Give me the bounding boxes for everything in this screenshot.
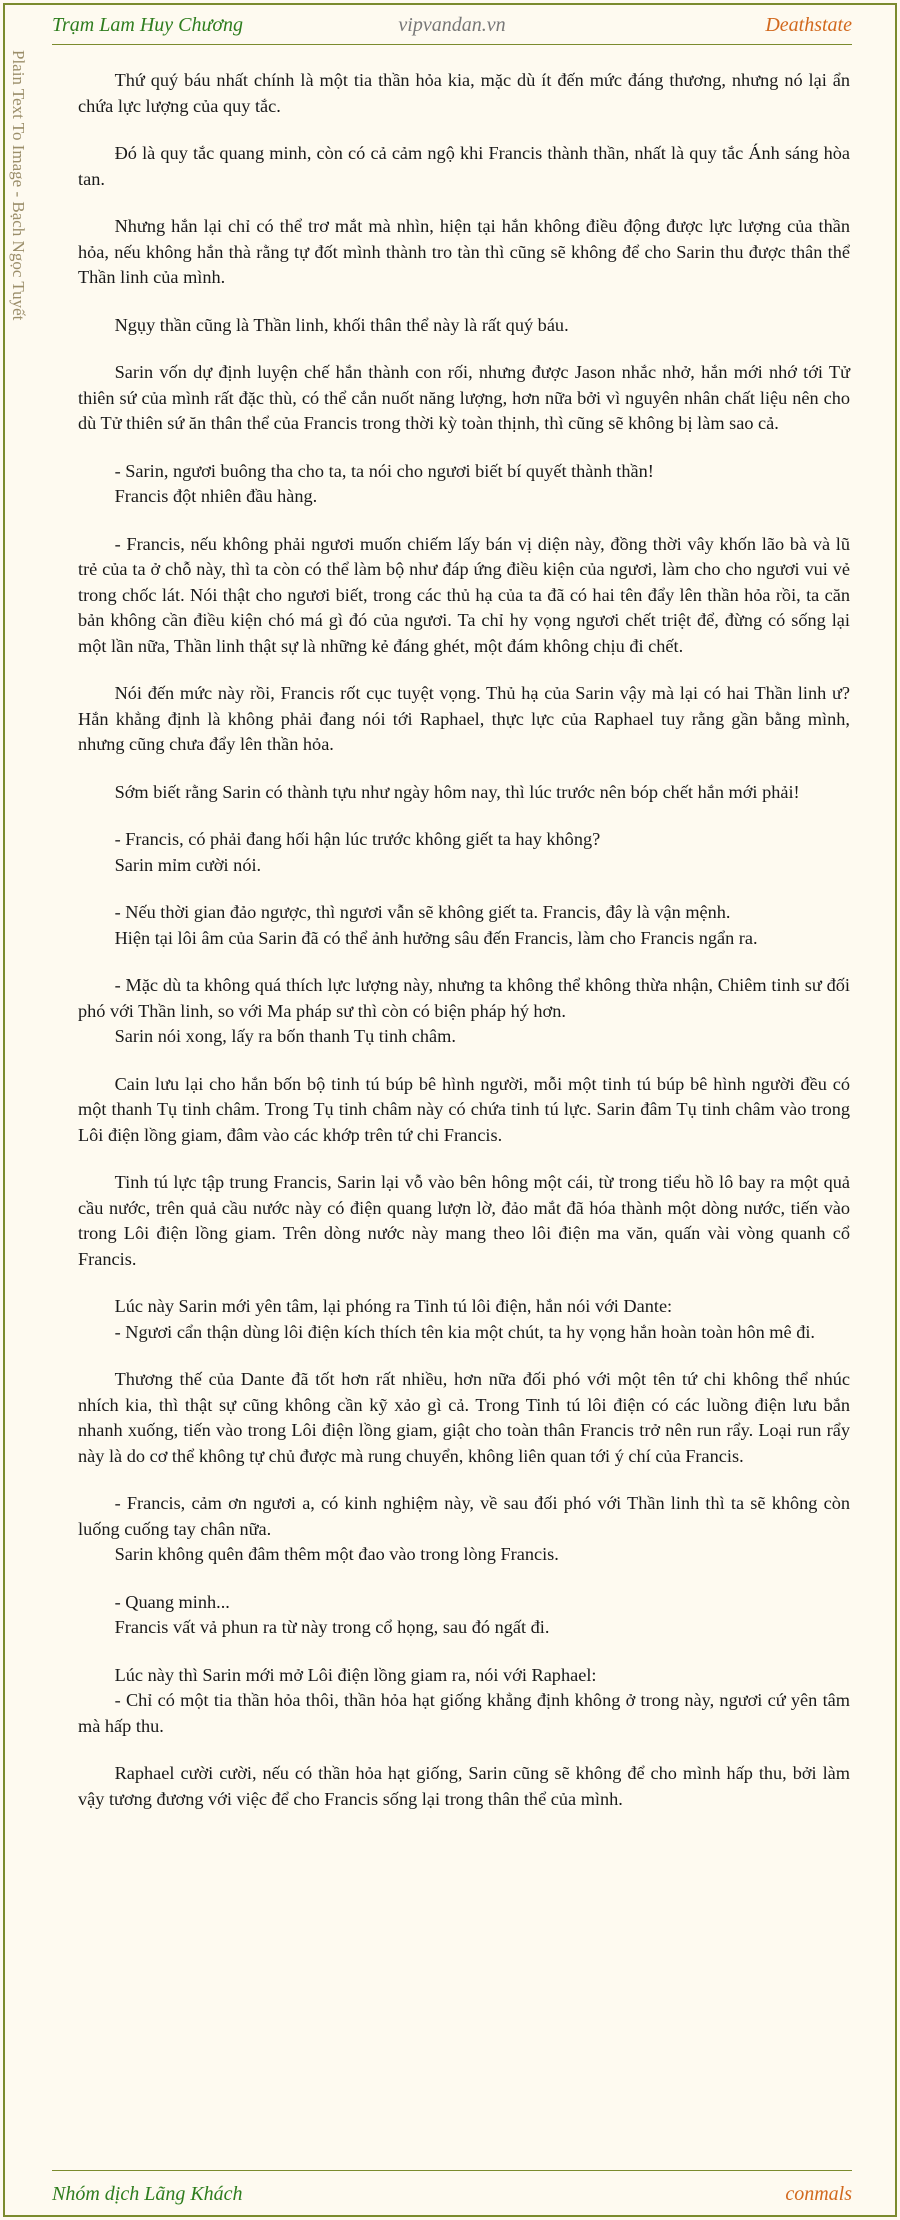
paragraph [78, 313, 850, 339]
paragraph [78, 1294, 850, 1345]
footer-source: conmals [785, 2183, 852, 2205]
header-translator: Trạm Lam Huy Chương [52, 14, 244, 36]
paragraph-line: - Nếu thời gian đảo ngược, thì ngươi vẫn sẽ không giết ta. Francis, đây là vận mệnh. [114, 902, 731, 922]
paragraph-line: - Mặc dù ta không quá thích lực lượng này, nhưng ta không thể không thừa nhận, Chiêm tinh sư đối phó với Thần linh, so với Ma pháp sư thì còn có biện pháp hý hơn. [78, 975, 850, 1021]
side-watermark-text: Plain Text To Image - Bạch Ngọc Tuyết [9, 50, 28, 321]
paragraph [78, 459, 850, 510]
paragraph [78, 141, 850, 192]
paragraph-line: Francis đột nhiên đầu hàng. [114, 486, 318, 506]
paragraph [78, 214, 850, 291]
paragraph-line: Sarin nói xong, lấy ra bốn thanh Tụ tinh châm. [114, 1026, 456, 1046]
paragraph [78, 900, 850, 951]
paragraph-line: Nhưng hắn lại chỉ có thể trơ mắt mà nhìn, hiện tại hắn không điều động được lực lượng của thần hỏa, nếu không hắn thà rằng tự đốt mình thành tro tàn thì cũng sẽ không để cho Sarin thu được thân thể Thần linh của mình. [78, 216, 850, 287]
footer-group: Nhóm dịch Lãng Khách [52, 2183, 243, 2205]
paragraph-line: - Francis, có phải đang hối hận lúc trước không giết ta hay không? [114, 829, 601, 849]
paragraph-line: Tinh tú lực tập trung Francis, Sarin lại vỗ vào bên hông một cái, từ trong tiểu hồ lô bay ra một quả cầu nước, trên quả cầu nước này có điện quang lượn lờ, đảo mắt đã hóa thành một dòng nước, tiến vào trong Lôi điện lồng giam. Trên dòng nước này mang theo lôi điện ma văn, quấn vài vòng quanh cổ Francis. [78, 1172, 850, 1269]
header-site: vipvandan.vn [398, 14, 506, 36]
paragraph-line: Lúc này Sarin mới yên tâm, lại phóng ra Tinh tú lôi điện, hắn nói với Dante: [114, 1296, 673, 1316]
paragraph-line: Đó là quy tắc quang minh, còn có cả cảm ngộ khi Francis thành thần, nhất là quy tắc Ánh sáng hòa tan. [78, 143, 850, 189]
paragraph-line: Thương thế của Dante đã tốt hơn rất nhiều, hơn nữa đối phó với một tên tứ chi không thể nhúc nhích kia, thì thật sự cũng không cần kỹ xảo gì cả. Trong Tinh tú lôi điện có các luồng điện lưu bắn nhanh xuống, tiến vào trong Lôi điện lồng giam, giật cho toàn thân Francis trở nên run rẩy. Loại run rẩy này là do cơ thể không tự chủ được mà rung chuyển, không liên quan tới ý chí của Francis. [78, 1369, 850, 1466]
paragraph-line: Sớm biết rằng Sarin có thành tựu như ngày hôm nay, thì lúc trước nên bóp chết hắn mới phải! [114, 781, 800, 802]
paragraph-line: Raphael cười cười, nếu có thần hỏa hạt giống, Sarin cũng sẽ không để cho mình hấp thu, bởi làm vậy tương đương với việc để cho Francis sống lại trong thân thể của mình. [78, 1763, 850, 1809]
paragraph-line: - Francis, cảm ơn ngươi a, có kinh nghiệm này, về sau đối phó với Thần linh thì ta sẽ không còn luống cuống tay chân nữa. [78, 1493, 850, 1539]
paragraph-line: Sarin không quên đâm thêm một đao vào trong lòng Francis. [114, 1544, 559, 1564]
paragraph-line: Francis vất vả phun ra từ này trong cổ họng, sau đó ngất đi. [114, 1617, 550, 1637]
paragraph [78, 1072, 850, 1149]
paragraph-line: Thứ quý báu nhất chính là một tia thần hỏa kia, mặc dù ít đến mức đáng thương, nhưng nó lại ẩn chứa lực lượng của quy tắc. [78, 70, 850, 116]
page-header [52, 10, 852, 45]
paragraph [78, 68, 850, 119]
paragraph-line: - Francis, nếu không phải ngươi muốn chiếm lấy bán vị diện này, đồng thời vây khốn lão bà và lũ trẻ của ta ở chỗ này, thì ta còn có thể làm bộ như đáp ứng điều kiện của ngươi, làm cho cho ngươi vui vẻ trong chốc lát. Nói thật cho ngươi biết, trong các thủ hạ của ta đã có hai tên đẩy lên thần hỏa rồi, ta căn bản không cần điều kiện chó má gì đó của ngươi. Ta chỉ hy vọng ngươi chết triệt để, đừng có sống lại một lần nữa, Thần linh thật sự là những kẻ đáng ghét, một đám không chịu đi chết. [78, 533, 850, 656]
paragraph-line: Lúc này thì Sarin mới mở Lôi điện lồng giam ra, nói với Raphael: [114, 1664, 597, 1685]
paragraph-line: - Quang minh... [114, 1591, 230, 1612]
chapter-text [78, 68, 850, 1834]
paragraph-line: - Sarin, ngươi buông tha cho ta, ta nói cho ngươi biết bí quyết thành thần! [114, 460, 654, 481]
paragraph [78, 681, 850, 758]
header-editor: Deathstate [765, 14, 852, 36]
paragraph [78, 1491, 850, 1568]
page-footer [52, 2170, 852, 2205]
paragraph [78, 1663, 850, 1740]
paragraph [78, 1590, 850, 1641]
paragraph [78, 532, 850, 660]
paragraph [78, 973, 850, 1050]
paragraph-line: - Chỉ có một tia thần hỏa thôi, thần hỏa hạt giống khẳng định không ở trong này, ngươi cứ yên tâm mà hấp thu. [78, 1690, 850, 1736]
paragraph [78, 360, 850, 437]
paragraph [78, 827, 850, 878]
paragraph-line: Nói đến mức này rồi, Francis rốt cục tuyệt vọng. Thủ hạ của Sarin vậy mà lại có hai Thần linh ư? Hắn khẳng định là không phải đang nói tới Raphael, thực lực của Raphael tuy rằng gần bằng mình, nhưng cũng chưa đẩy lên thần hỏa. [78, 683, 850, 754]
paragraph-line: Hiện tại lôi âm của Sarin đã có thể ảnh hưởng sâu đến Francis, làm cho Francis ngẩn ra. [114, 927, 758, 948]
paragraph-line: Ngụy thần cũng là Thần linh, khối thân thể này là rất quý báu. [114, 314, 569, 335]
side-watermark [8, 50, 44, 410]
paragraph-line: Sarin vốn dự định luyện chế hắn thành con rối, nhưng được Jason nhắc nhở, hắn mới nhớ tới Tử thiên sứ của mình rất đặc thù, có thể cắn nuốt năng lượng, hơn nữa bởi vì nguyên nhân chất liệu nên cho dù Tử thiên sứ ăn thân thể của Francis trong thời kỳ toàn thịnh, thì cũng sẽ không bị làm sao cả. [78, 362, 850, 433]
paragraph-line: Cain lưu lại cho hắn bốn bộ tinh tú búp bê hình người, mỗi một tinh tú búp bê hình người đều có một thanh Tụ tinh châm. Trong Tụ tinh châm này có chứa tinh tú lực. Sarin đâm Tụ tinh châm vào trong Lôi điện lồng giam, đâm vào các khớp trên tứ chi Francis. [78, 1073, 850, 1145]
paragraph [78, 1170, 850, 1272]
paragraph [78, 780, 850, 806]
paragraph [78, 1367, 850, 1469]
paragraph-line: - Ngươi cẩn thận dùng lôi điện kích thích tên kia một chút, ta hy vọng hắn hoàn toàn hôn mê đi. [114, 1321, 816, 1342]
paragraph-line: Sarin mỉm cười nói. [114, 854, 262, 875]
paragraph [78, 1761, 850, 1812]
